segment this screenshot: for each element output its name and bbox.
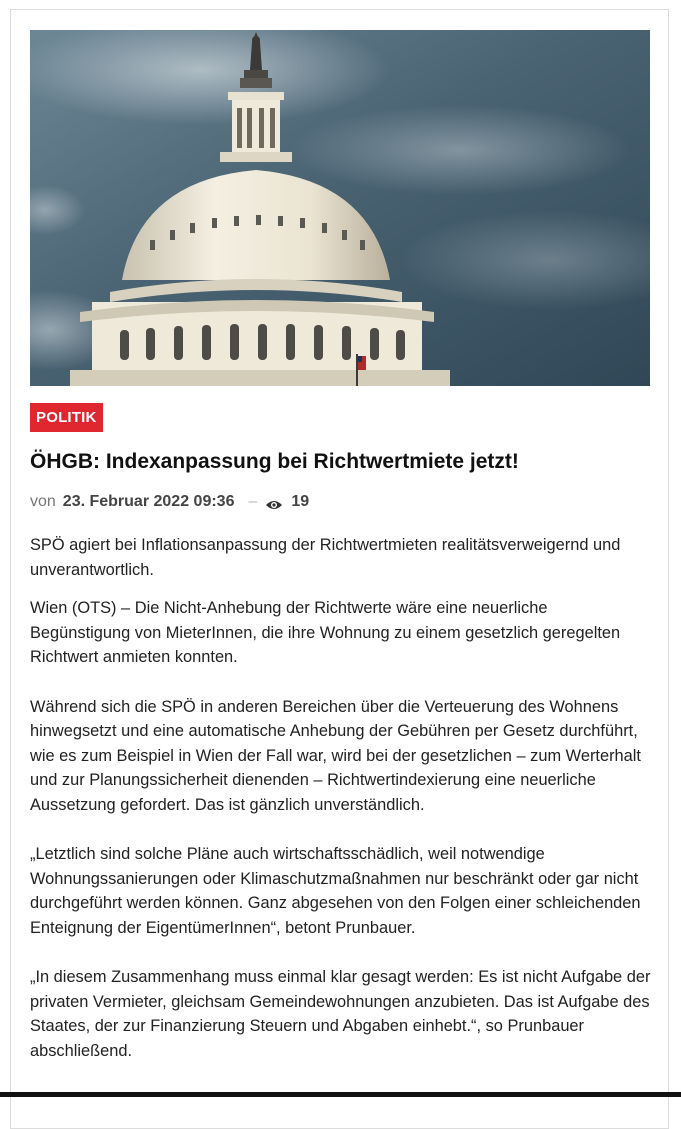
article-paragraph-1: Wien (OTS) – Die Nicht-Anhebung der Richtwerte wäre eine neuerliche Begünstigung von MieterInnen, die ihre Wohnung zu einem gesetzlich geregelten Richtwert anmieten konnten. [30, 599, 621, 667]
article-paragraph-3: „Letztlich sind solche Pläne auch wirtschaftsschädlich, weil notwendige Wohnungssanierungen oder Klimaschutzmaßnahmen nur beschränkt oder gar nicht durchgeführt werden können. Ganz abgesehen von den Folgen einer schleichenden Enteignung der EigentümerInnen“, betont Prunbauer. [30, 845, 641, 937]
author-by-label: von [30, 493, 56, 510]
bottom-bar [0, 1092, 681, 1097]
article-paragraph-2: Während sich die SPÖ in anderen Bereichen über die Verteuerung des Wohnens hinwegsetzt und eine automatische Anhebung der Gebühren per Gesetz durchführt, wie es zum Beispiel in Wien der Fall war, wird bei der gesetzlichen – zum Werterhalt und zur Planungssicherheit dienenden – Richtwertindexierung eine neuerliche Aussetzung gefordert. Das ist gänzlich unverständlich. [30, 697, 641, 814]
article-paragraph-4: „In diesem Zusammenhang muss einmal klar gesagt werden: Es ist nicht Aufgabe der privaten Vermieter, gleichsam Gemeindewohnungen anzubieten. Das ist Aufgabe des Staates, der zur Finanzierung Steuern und Abgaben einhebt.“, so Prunbauer abschließend. [30, 968, 651, 1060]
article-meta [30, 491, 309, 513]
category-badge[interactable]: POLITIK [30, 403, 103, 432]
hero-image[interactable] [30, 30, 650, 386]
capitol-dome-image [30, 30, 650, 386]
view-count: 19 [291, 493, 310, 510]
eye-icon [265, 496, 283, 508]
article-title[interactable]: ÖHGB: Indexanpassung bei Richtwertmiete jetzt! [30, 450, 519, 473]
article-lead: SPÖ agiert bei Inflationsanpassung der Richtwertmieten realitätsverweigernd und unverantwortlich. [30, 536, 621, 579]
article-body [30, 533, 652, 1088]
meta-separator: – [248, 493, 258, 510]
publish-date: 23. Februar 2022 09:36 [62, 493, 235, 510]
